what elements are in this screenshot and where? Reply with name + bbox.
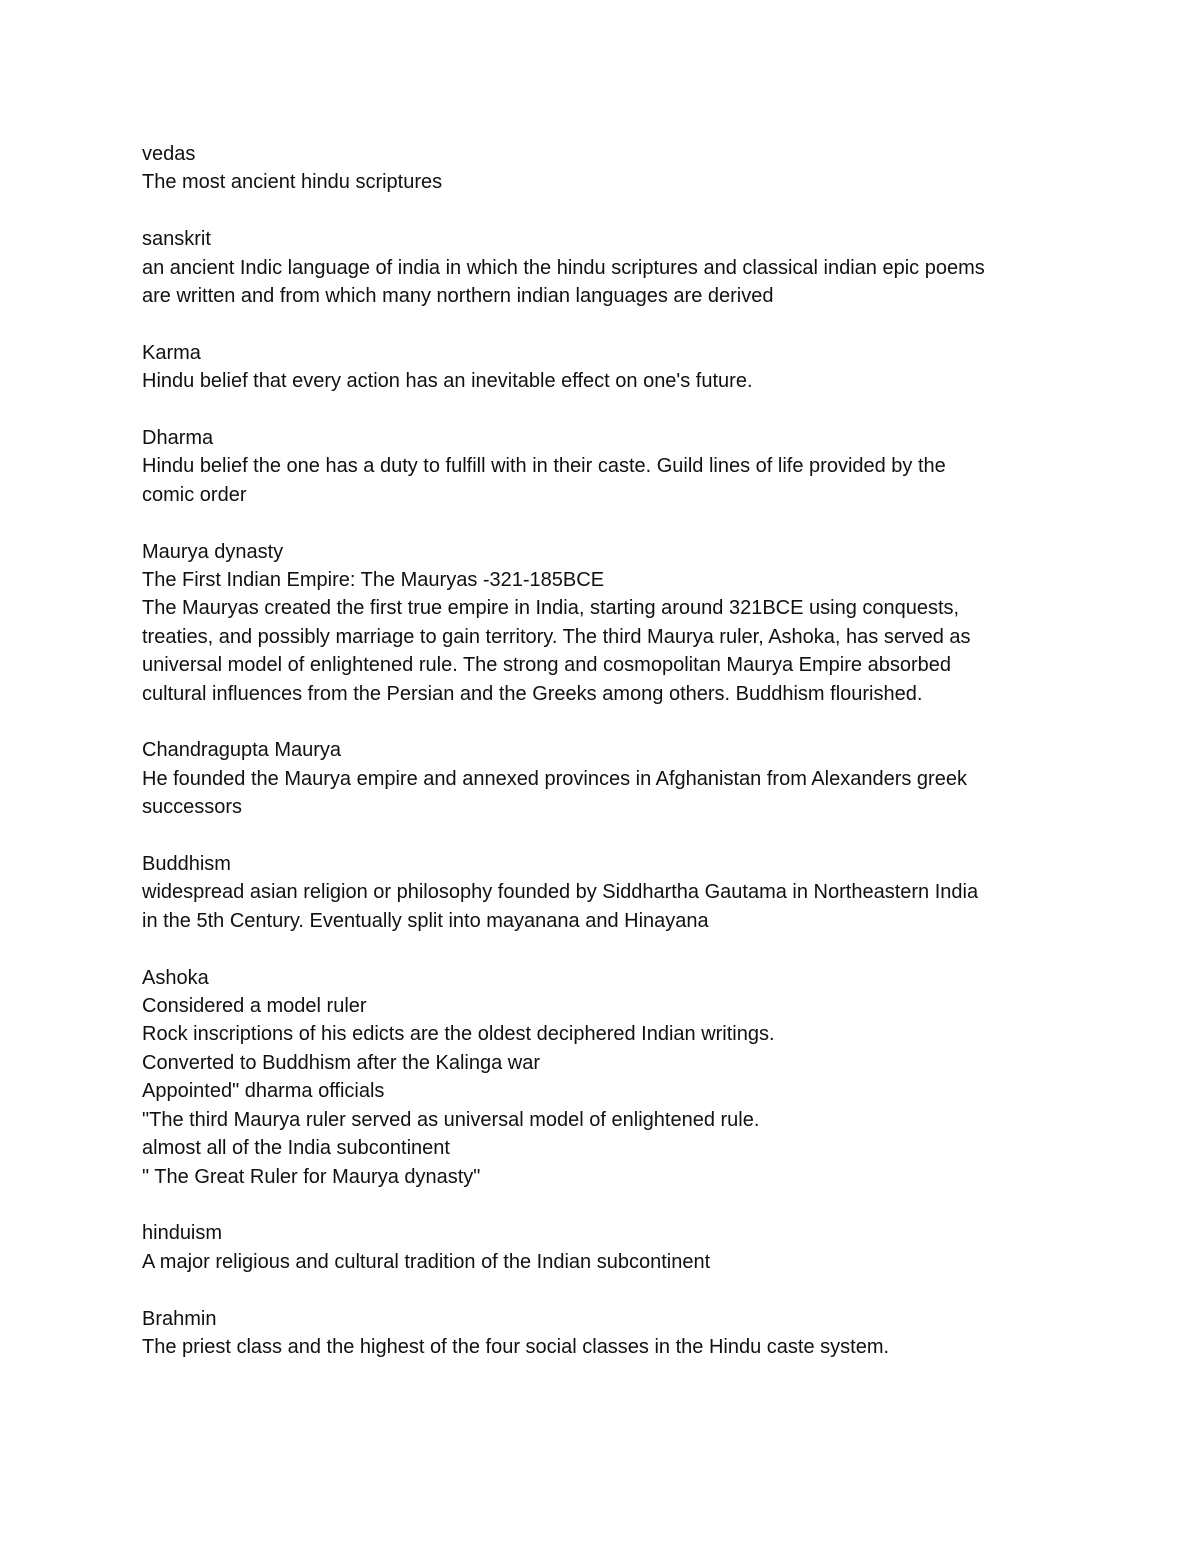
entry-definition-line: widespread asian religion or philosophy founded by Siddhartha Gautama in Northeastern India xyxy=(142,881,979,904)
entry-chandragupta-maurya xyxy=(142,736,1072,821)
entry-ashoka xyxy=(142,964,1072,1191)
entry-term: Brahmin xyxy=(142,1307,217,1330)
entry-definition-line: successors xyxy=(142,796,243,819)
entry-definition-line: The Mauryas created the first true empire in India, starting around 321BCE using conquests, xyxy=(142,597,960,620)
entry-definition-line: " The Great Ruler for Maurya dynasty" xyxy=(142,1165,481,1188)
entry-buddhism xyxy=(142,850,1072,935)
entry-definition-line: cultural influences from the Persian and the Greeks among others. Buddhism flourished. xyxy=(142,682,923,705)
entry-vedas xyxy=(142,140,1072,197)
entry-definition-line: The most ancient hindu scriptures xyxy=(142,171,443,194)
entry-term: Dharma xyxy=(142,427,214,450)
entry-term: vedas xyxy=(142,143,196,165)
entry-term: Ashoka xyxy=(142,966,209,989)
entry-definition-line: treaties, and possibly marriage to gain territory. The third Maurya ruler, Ashoka, has served as xyxy=(142,625,971,648)
entry-definition-line: "The third Maurya ruler served as universal model of enlightened rule. xyxy=(142,1108,760,1131)
entry-dharma xyxy=(142,424,1072,509)
entry-definition-line: in the 5th Century. Eventually split into mayanana and Hinayana xyxy=(142,909,709,932)
entry-definition-line: He founded the Maurya empire and annexed provinces in Afghanistan from Alexanders greek xyxy=(142,767,967,790)
entry-term: Karma xyxy=(142,341,201,364)
entry-definition-line: Converted to Buddhism after the Kalinga war xyxy=(142,1051,540,1074)
entry-definition-line: The priest class and the highest of the four social classes in the Hindu caste system. xyxy=(142,1335,890,1358)
entry-definition-line: an ancient Indic language of india in which the hindu scriptures and classical indian epic poems xyxy=(142,256,985,279)
entry-term: Maurya dynasty xyxy=(142,540,284,563)
entry-definition-line: universal model of enlightened rule. The strong and cosmopolitan Maurya Empire absorbed xyxy=(142,654,951,677)
entry-maurya-dynasty xyxy=(142,538,1072,708)
entry-definition-line: almost all of the India subcontinent xyxy=(142,1137,450,1160)
entry-sanskrit xyxy=(142,225,1072,310)
entry-definition-line: A major religious and cultural tradition of the Indian subcontinent xyxy=(142,1250,711,1273)
entry-term: Chandragupta Maurya xyxy=(142,739,342,762)
entry-brahmin xyxy=(142,1305,1072,1362)
document-page xyxy=(142,140,1072,1390)
entry-term: hinduism xyxy=(142,1222,223,1245)
entry-definition-line: Hindu belief the one has a duty to fulfill with in their caste. Guild lines of life provided by the xyxy=(142,455,946,478)
entry-definition-line: Rock inscriptions of his edicts are the oldest deciphered Indian writings. xyxy=(142,1023,775,1046)
entry-definition-line: Considered a model ruler xyxy=(142,995,367,1018)
entry-hinduism xyxy=(142,1219,1072,1276)
entry-definition-line: are written and from which many northern indian languages are derived xyxy=(142,285,774,308)
entry-term: sanskrit xyxy=(142,228,211,251)
entry-definition-line: Hindu belief that every action has an inevitable effect on one's future. xyxy=(142,370,753,393)
entry-definition-line: comic order xyxy=(142,483,247,506)
entry-term: Buddhism xyxy=(142,853,231,876)
entry-definition-line: Appointed" dharma officials xyxy=(142,1080,385,1103)
entry-definition-line: The First Indian Empire: The Mauryas -321-185BCE xyxy=(142,569,605,592)
entry-karma xyxy=(142,339,1072,396)
